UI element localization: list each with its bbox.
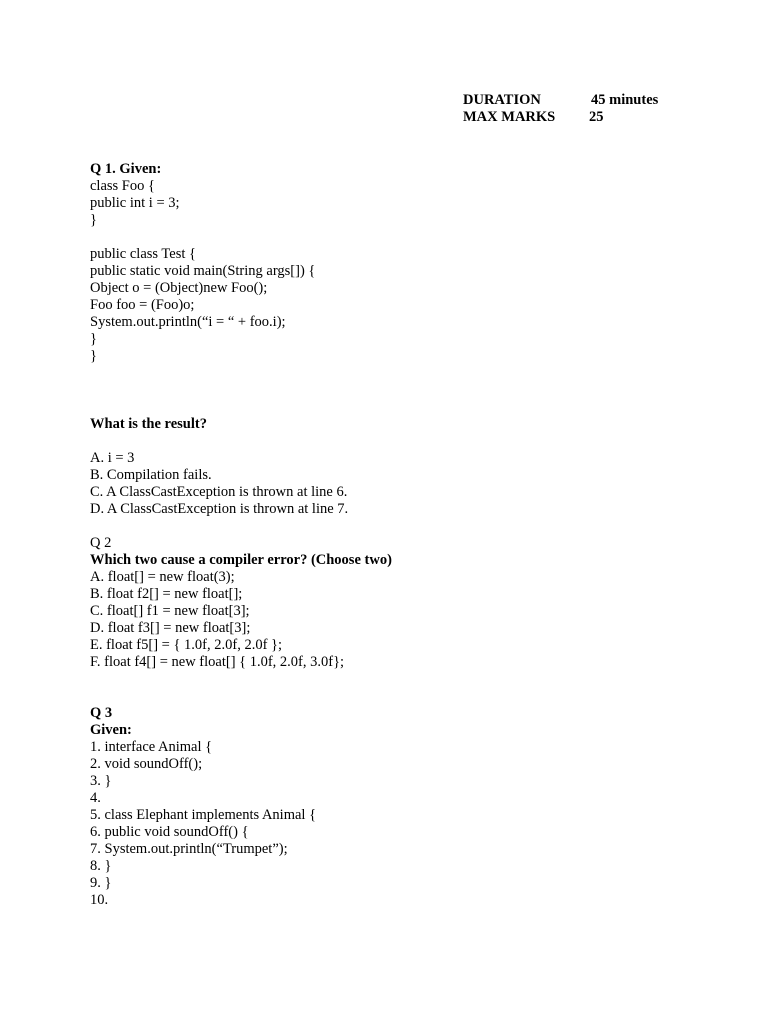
q3-given: Given: (90, 722, 132, 738)
q2-option-c: C. float[] f1 = new float[3]; (90, 603, 250, 619)
q3-code-line: 3. } (90, 773, 112, 789)
q1-code-line: } (90, 331, 97, 347)
q2-option-e: E. float f5[] = { 1.0f, 2.0f, 2.0f }; (90, 637, 283, 653)
question-2 (90, 535, 710, 671)
q1-code-line: class Foo { (90, 178, 155, 194)
q1-option-a: A. i = 3 (90, 450, 135, 466)
exam-header (463, 92, 658, 126)
max-marks-value: 25 (589, 109, 604, 125)
q1-code-line (90, 229, 710, 246)
q1-code-line: } (90, 348, 97, 364)
max-marks-label: MAX MARKS (463, 109, 556, 125)
q2-option-b: B. float f2[] = new float[]; (90, 586, 243, 602)
duration-label: DURATION (463, 92, 541, 108)
max-marks-row (463, 109, 658, 126)
q1-code-line: } (90, 212, 97, 228)
q3-title: Q 3 (90, 705, 113, 721)
questions (90, 161, 710, 909)
q3-code-line: 7. System.out.println(“Trumpet”); (90, 841, 288, 857)
q3-code-line: 2. void soundOff(); (90, 756, 203, 772)
q1-question: What is the result? (90, 416, 207, 432)
q1-title: Q 1. Given: (90, 161, 162, 177)
q3-code-line: 1. interface Animal { (90, 739, 213, 755)
q2-option-a: A. float[] = new float(3); (90, 569, 235, 585)
duration-value: 45 minutes (591, 92, 659, 108)
q3-code-line: 5. class Elephant implements Animal { (90, 807, 317, 823)
q1-option-b: B. Compilation fails. (90, 467, 212, 483)
q3-code-line: 8. } (90, 858, 112, 874)
q1-option-c: C. A ClassCastException is thrown at line 6. (90, 484, 348, 500)
q1-code-line: public class Test { (90, 246, 196, 262)
q1-code-line: Foo foo = (Foo)o; (90, 297, 195, 313)
q2-option-d: D. float f3[] = new float[3]; (90, 620, 251, 636)
q1-code-line: public static void main(String args[]) { (90, 263, 316, 279)
q1-option-d: D. A ClassCastException is thrown at line 7. (90, 501, 349, 517)
q2-question: Which two cause a compiler error? (Choose two) (90, 552, 392, 568)
question-1 (90, 161, 710, 518)
duration-row (463, 92, 658, 109)
q1-code-line: public int i = 3; (90, 195, 180, 211)
spacer (90, 518, 710, 535)
q2-title: Q 2 (90, 535, 112, 551)
q3-code-line: 4. (90, 790, 101, 806)
q3-code-line: 6. public void soundOff() { (90, 824, 249, 840)
spacer (90, 365, 710, 416)
q3-code-line: 10. (90, 892, 109, 908)
spacer (90, 433, 710, 450)
question-3 (90, 705, 710, 909)
q1-code-line: System.out.println(“i = “ + foo.i); (90, 314, 286, 330)
spacer (90, 671, 710, 705)
q3-code-line: 9. } (90, 875, 112, 891)
q1-code-line: Object o = (Object)new Foo(); (90, 280, 268, 296)
q2-option-f: F. float f4[] = new float[] { 1.0f, 2.0f, 3.0f}; (90, 654, 345, 670)
